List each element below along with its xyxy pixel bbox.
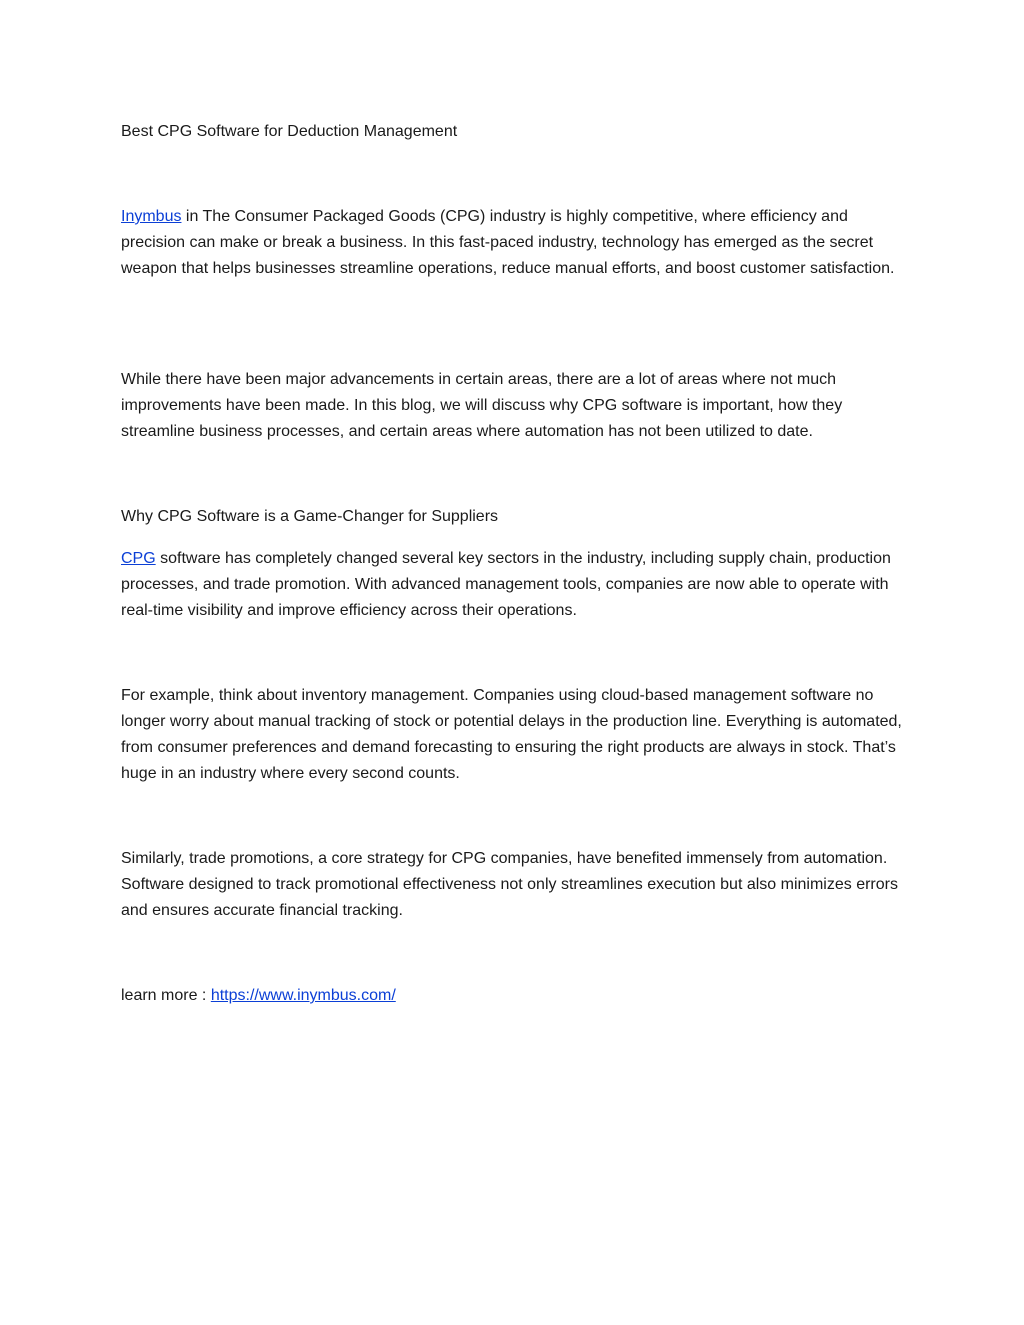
- intro-paragraph: [121, 204, 911, 282]
- learn-more-line: [121, 983, 911, 1009]
- section-heading: Why CPG Software is a Game-Changer for Suppliers: [121, 508, 499, 525]
- trade-promotions-paragraph: Similarly, trade promotions, a core strategy for CPG companies, have benefited immensely from automation. Software designed to track promotional effectiveness not only streamlines execution but also minimizes errors and ensures accurate financial tracking.: [121, 850, 898, 919]
- advancements-paragraph: While there have been major advancements in certain areas, there are a lot of areas where not much improvements have been made. In this blog, we will discuss why CPG software is important, how they streamline business processes, and certain areas where automation has not been utilized to date.: [121, 371, 843, 440]
- cpg-link[interactable]: CPG: [121, 550, 156, 567]
- inventory-paragraph: For example, think about inventory management. Companies using cloud-based management software no longer worry about manual tracking of stock or potential delays in the production line. Everything is automated, from consumer preferences and demand forecasting to ensuring the right products are always in stock. That’s huge in an industry where every second counts.: [121, 687, 902, 782]
- learn-more-url-link[interactable]: https://www.inymbus.com/: [210, 987, 396, 1004]
- cpg-paragraph-text: software has completely changed several key sectors in the industry, including supply chain, production processes, and trade promotion. With advanced management tools, companies are now able to operate with real-time visibility and improve efficiency across their operations.: [121, 550, 891, 619]
- cpg-paragraph: [121, 546, 911, 624]
- intro-paragraph-text: in The Consumer Packaged Goods (CPG) industry is highly competitive, where efficiency and precision can make or break a business. In this fast-paced industry, technology has emerged as the secret weapon that helps businesses streamline operations, reduce manual efforts, and boost customer satisfaction.: [121, 208, 895, 277]
- document-title: Best CPG Software for Deduction Management: [121, 123, 458, 140]
- inymbus-link[interactable]: Inymbus: [121, 208, 182, 225]
- learn-more-label: learn more :: [121, 987, 211, 1004]
